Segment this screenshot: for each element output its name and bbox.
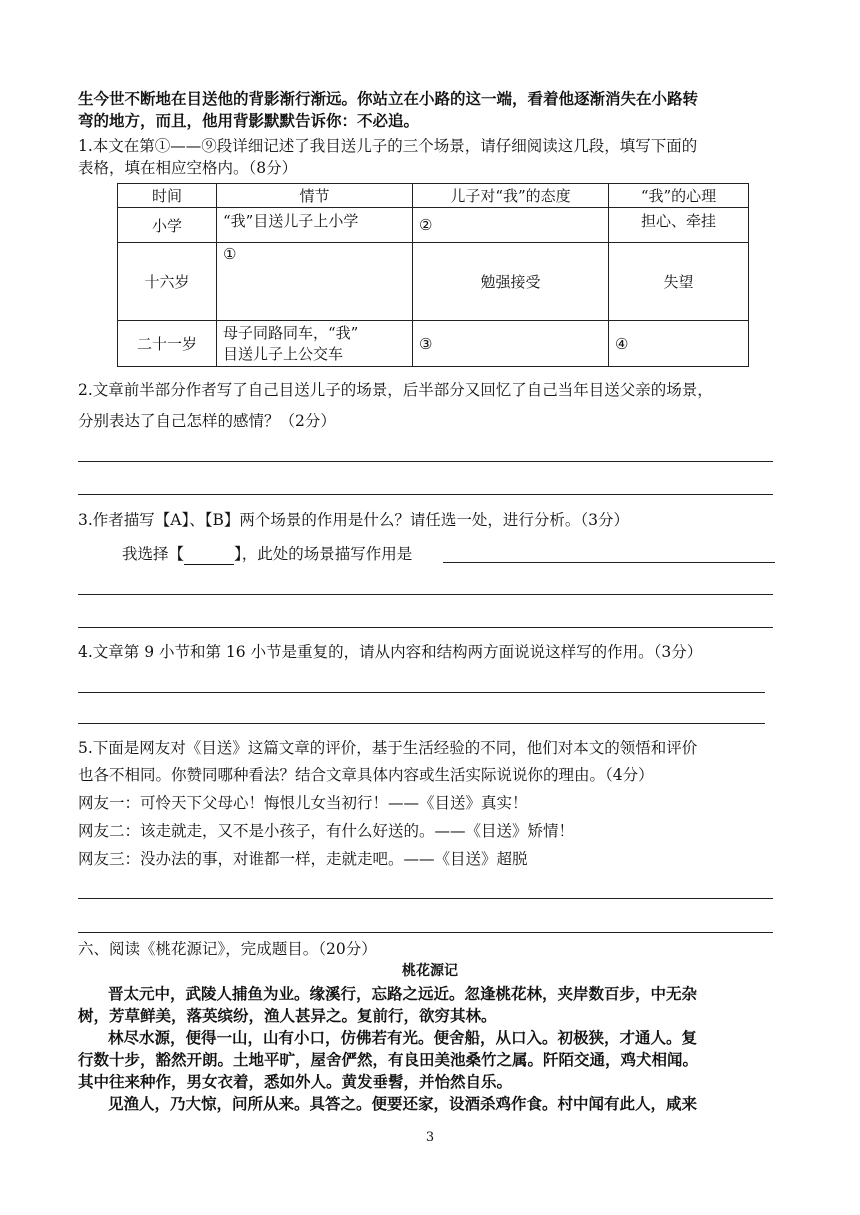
- choice-blank[interactable]: [184, 546, 234, 565]
- cell-attitude-blank[interactable]: ③: [413, 321, 609, 367]
- q5-line-2: 也各不相同。你赞同哪种看法？结合文章具体内容或生活实际说说你的理由。（4分）: [78, 766, 654, 784]
- q2-line-1: 2.文章前半部分作者写了自己目送儿子的场景，后半部分又回忆了自己当年目送父亲的场景，: [78, 381, 713, 399]
- cell-plot-line-1: 母子同路同车，“我”: [223, 323, 359, 342]
- answer-line[interactable]: [78, 723, 765, 724]
- q3-line-1: 3.作者描写【A】、【B】两个场景的作用是什么？请任选一处，进行分析。（3分）: [78, 511, 629, 529]
- passage-line: 见渔人，乃大惊，问所从来。具答之。便要还家，设酒杀鸡作食。村中闻有此人，咸来: [108, 1094, 698, 1113]
- q3-prompt-a: 我选择【: [122, 545, 185, 563]
- section6-heading: 六、阅读《桃花源记》，完成题目。（20分）: [78, 940, 377, 958]
- cell-plot: “我”目送儿子上小学: [217, 208, 413, 243]
- table-row: [118, 243, 749, 321]
- cell-mind: 失望: [609, 243, 749, 321]
- answer-line[interactable]: [78, 461, 773, 462]
- answer-line[interactable]: [78, 932, 773, 933]
- answer-line[interactable]: [78, 692, 765, 693]
- answer-line[interactable]: [78, 494, 773, 495]
- cell-attitude: 勉强接受: [413, 243, 609, 321]
- passage-line: 行数十步，豁然开朗。土地平旷，屋舍俨然，有良田美池桑竹之属。阡陌交通，鸡犬相闻。: [78, 1050, 699, 1069]
- answer-line[interactable]: [78, 898, 773, 899]
- answer-table: [117, 183, 749, 367]
- intro-line-2: 弯的地方，而且，他用背影默默告诉你：不必追。: [78, 111, 420, 130]
- cell-plot-line-2: 目送儿子上公交车: [223, 344, 344, 363]
- intro-line-1: 生今世不断地在目送他的背影渐行渐远。你站立在小路的这一端，看着他逐渐消失在小路转: [78, 89, 699, 108]
- table-row: [118, 321, 749, 367]
- q5-user-1: 网友一：可怜天下父母心！悔恨儿女当初行！——《目送》真实！: [78, 794, 528, 812]
- answer-line[interactable]: [443, 562, 775, 563]
- q5-line-1: 5.下面是网友对《目送》这篇文章的评价，基于生活经验的不同，他们对本文的领悟和评价: [78, 739, 698, 757]
- q1-line-1: 1.本文在第①——⑨段详细记述了我目送儿子的三个场景，请仔细阅读这几段，填写下面的: [78, 137, 698, 155]
- q4-line-1: 4.文章第 9 小节和第 16 小节是重复的，请从内容和结构两方面说说这样写的作用。（3分）: [78, 643, 703, 661]
- cell-time: 小学: [118, 208, 217, 243]
- passage-line: 树，芳草鲜美，落英缤纷，渔人甚异之。复前行，欲穷其林。: [78, 1006, 497, 1025]
- passage-title: 桃花源记: [402, 963, 458, 979]
- cell-mind-blank[interactable]: ④: [609, 321, 749, 367]
- passage-line: 林尽水源，便得一山，山有小口，仿佛若有光。便舍船，从口入。初极狭，才通人。复: [108, 1028, 698, 1047]
- header-plot: 情节: [217, 184, 413, 208]
- q2-line-2: 分别表达了自己怎样的感情？（2分）: [78, 412, 336, 430]
- header-attitude: 儿子对“我”的态度: [413, 184, 609, 208]
- page-number: 3: [425, 1130, 435, 1145]
- cell-mind: 担心、牵挂: [609, 208, 749, 243]
- passage-line: 其中往来种作，男女衣着，悉如外人。黄发垂髫，并怡然自乐。: [78, 1072, 513, 1091]
- q3-prompt: [122, 543, 412, 565]
- cell-attitude-blank[interactable]: ②: [413, 208, 609, 243]
- q5-user-2: 网友二：该走就走，又不是小孩子，有什么好送的。——《目送》矫情！: [78, 822, 575, 840]
- header-time: 时间: [118, 184, 217, 208]
- cell-plot: [217, 321, 413, 367]
- q5-user-3: 网友三：没办法的事，对谁都一样，走就走吧。——《目送》超脱: [78, 850, 528, 868]
- q1-line-2: 表格，填在相应空格内。（8分）: [78, 159, 298, 177]
- answer-line[interactable]: [78, 594, 773, 595]
- answer-line[interactable]: [78, 627, 773, 628]
- cell-time: 十六岁: [118, 243, 217, 321]
- passage-line: 晋太元中，武陵人捕鱼为业。缘溪行，忘路之远近。忽逢桃花林，夹岸数百步，中无杂: [108, 984, 698, 1003]
- table-row: [118, 208, 749, 243]
- cell-time: 二十一岁: [118, 321, 217, 367]
- table-header-row: [118, 184, 749, 208]
- header-mind: “我”的心理: [609, 184, 749, 208]
- q3-prompt-b: 】，此处的场景描写作用是: [234, 545, 413, 563]
- cell-plot-blank[interactable]: ①: [217, 243, 413, 321]
